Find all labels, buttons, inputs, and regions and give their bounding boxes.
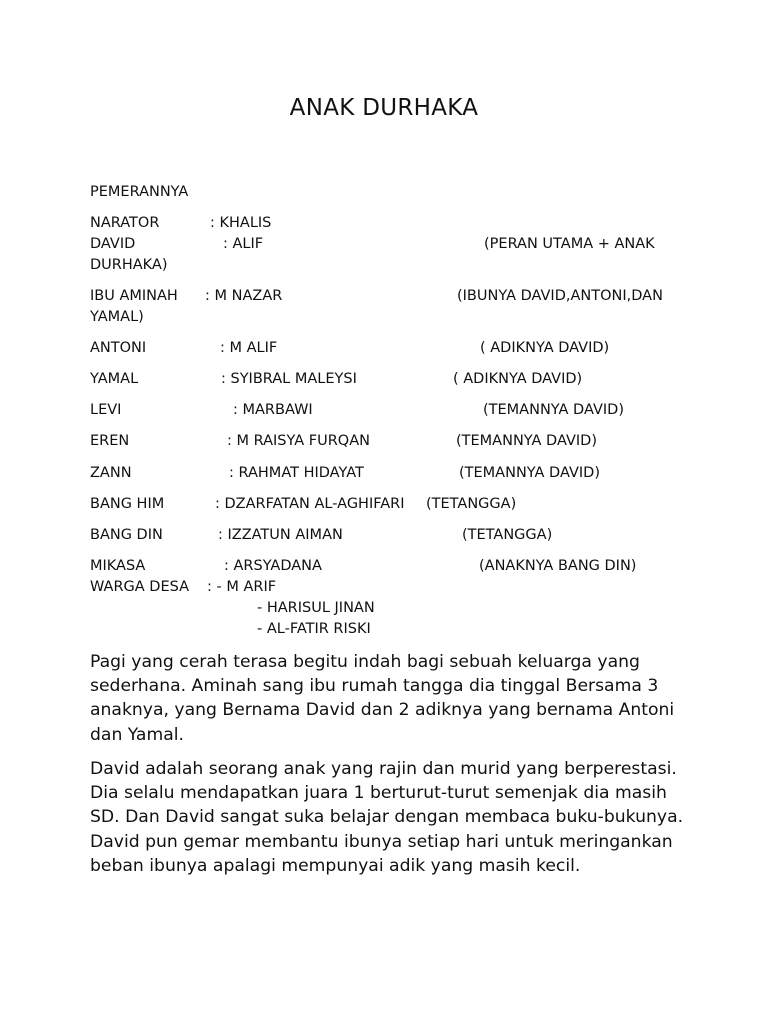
cast-note-david: (PERAN UTAMA + ANAK — [484, 236, 655, 252]
cast-role-zann: ZANN — [90, 465, 132, 481]
cast-actor-levi: : MARBAWI — [233, 402, 313, 418]
cast-role-bang-din: BANG DIN — [90, 527, 163, 543]
cast-role-levi: LEVI — [90, 402, 122, 418]
cast-actor-mikasa: : ARSYADANA — [224, 558, 322, 574]
cast-actor-yamal: : SYIBRAL MALEYSI — [221, 371, 357, 387]
cast-note-david-cont: DURHAKA) — [90, 257, 168, 273]
cast-role-david: DAVID — [90, 236, 136, 252]
cast-role-antoni: ANTONI — [90, 340, 147, 356]
cast-actor-warga-2: - HARISUL JINAN — [257, 600, 375, 616]
cast-actor-warga-3: - AL-FATIR RISKI — [257, 621, 371, 637]
cast-role-yamal: YAMAL — [90, 371, 139, 387]
cast-actor-antoni: : M ALIF — [220, 340, 278, 356]
story-paragraph-2: David adalah seorang anak yang rajin dan murid yang berperestasi. Dia selalu mendapatkan juara 1 berturut-turut semenjak dia masih SD. Dan David sangat suka belajar dengan membaca buku-bukunya. David pun gemar membantu ibunya setiap hari untuk meringankan beban ibunya apalagi mempunyai adik yang masih kecil. — [90, 759, 684, 876]
cast-actor-bang-din: : IZZATUN AIMAN — [218, 527, 343, 543]
cast-actor-david: : ALIF — [223, 236, 264, 252]
cast-actor-bang-him: : DZARFATAN AL-AGHIFARI — [215, 496, 405, 512]
cast-actor-eren: : M RAISYA FURQAN — [227, 433, 370, 449]
cast-note-bang-him: (TETANGGA) — [426, 496, 517, 512]
cast-note-ibu-aminah: (IBUNYA DAVID,ANTONI,DAN — [457, 288, 663, 304]
cast-heading: PEMERANNYA — [90, 184, 189, 200]
cast-role-eren: EREN — [90, 433, 130, 449]
cast-role-ibu-aminah: IBU AMINAH — [90, 288, 178, 304]
cast-role-narator: NARATOR — [90, 215, 160, 231]
cast-role-warga-desa: WARGA DESA — [90, 579, 190, 595]
cast-note-levi: (TEMANNYA DAVID) — [483, 402, 624, 418]
story-paragraph-1: Pagi yang cerah terasa begitu indah bagi sebuah keluarga yang sederhana. Aminah sang ibu rumah tangga dia tinggal Bersama 3 anaknya, yang Bernama David dan 2 adiknya yang bernama Antoni dan Yamal. — [90, 652, 675, 745]
cast-actor-zann: : RAHMAT HIDAYAT — [229, 465, 364, 481]
cast-role-mikasa: MIKASA — [90, 558, 146, 574]
cast-note-eren: (TEMANNYA DAVID) — [456, 433, 597, 449]
cast-note-mikasa: (ANAKNYA BANG DIN) — [479, 558, 637, 574]
cast-note-ibu-aminah-cont: YAMAL) — [90, 309, 144, 325]
document-title: ANAK DURHAKA — [289, 95, 479, 121]
cast-actor-narator: : KHALIS — [210, 215, 272, 231]
cast-actor-ibu-aminah: : M NAZAR — [205, 288, 283, 304]
cast-actor-warga-1: : - M ARIF — [207, 579, 277, 595]
cast-note-bang-din: (TETANGGA) — [462, 527, 553, 543]
cast-note-zann: (TEMANNYA DAVID) — [459, 465, 600, 481]
cast-role-bang-him: BANG HIM — [90, 496, 165, 512]
cast-note-antoni: ( ADIKNYA DAVID) — [480, 340, 610, 356]
cast-note-yamal: ( ADIKNYA DAVID) — [453, 371, 583, 387]
